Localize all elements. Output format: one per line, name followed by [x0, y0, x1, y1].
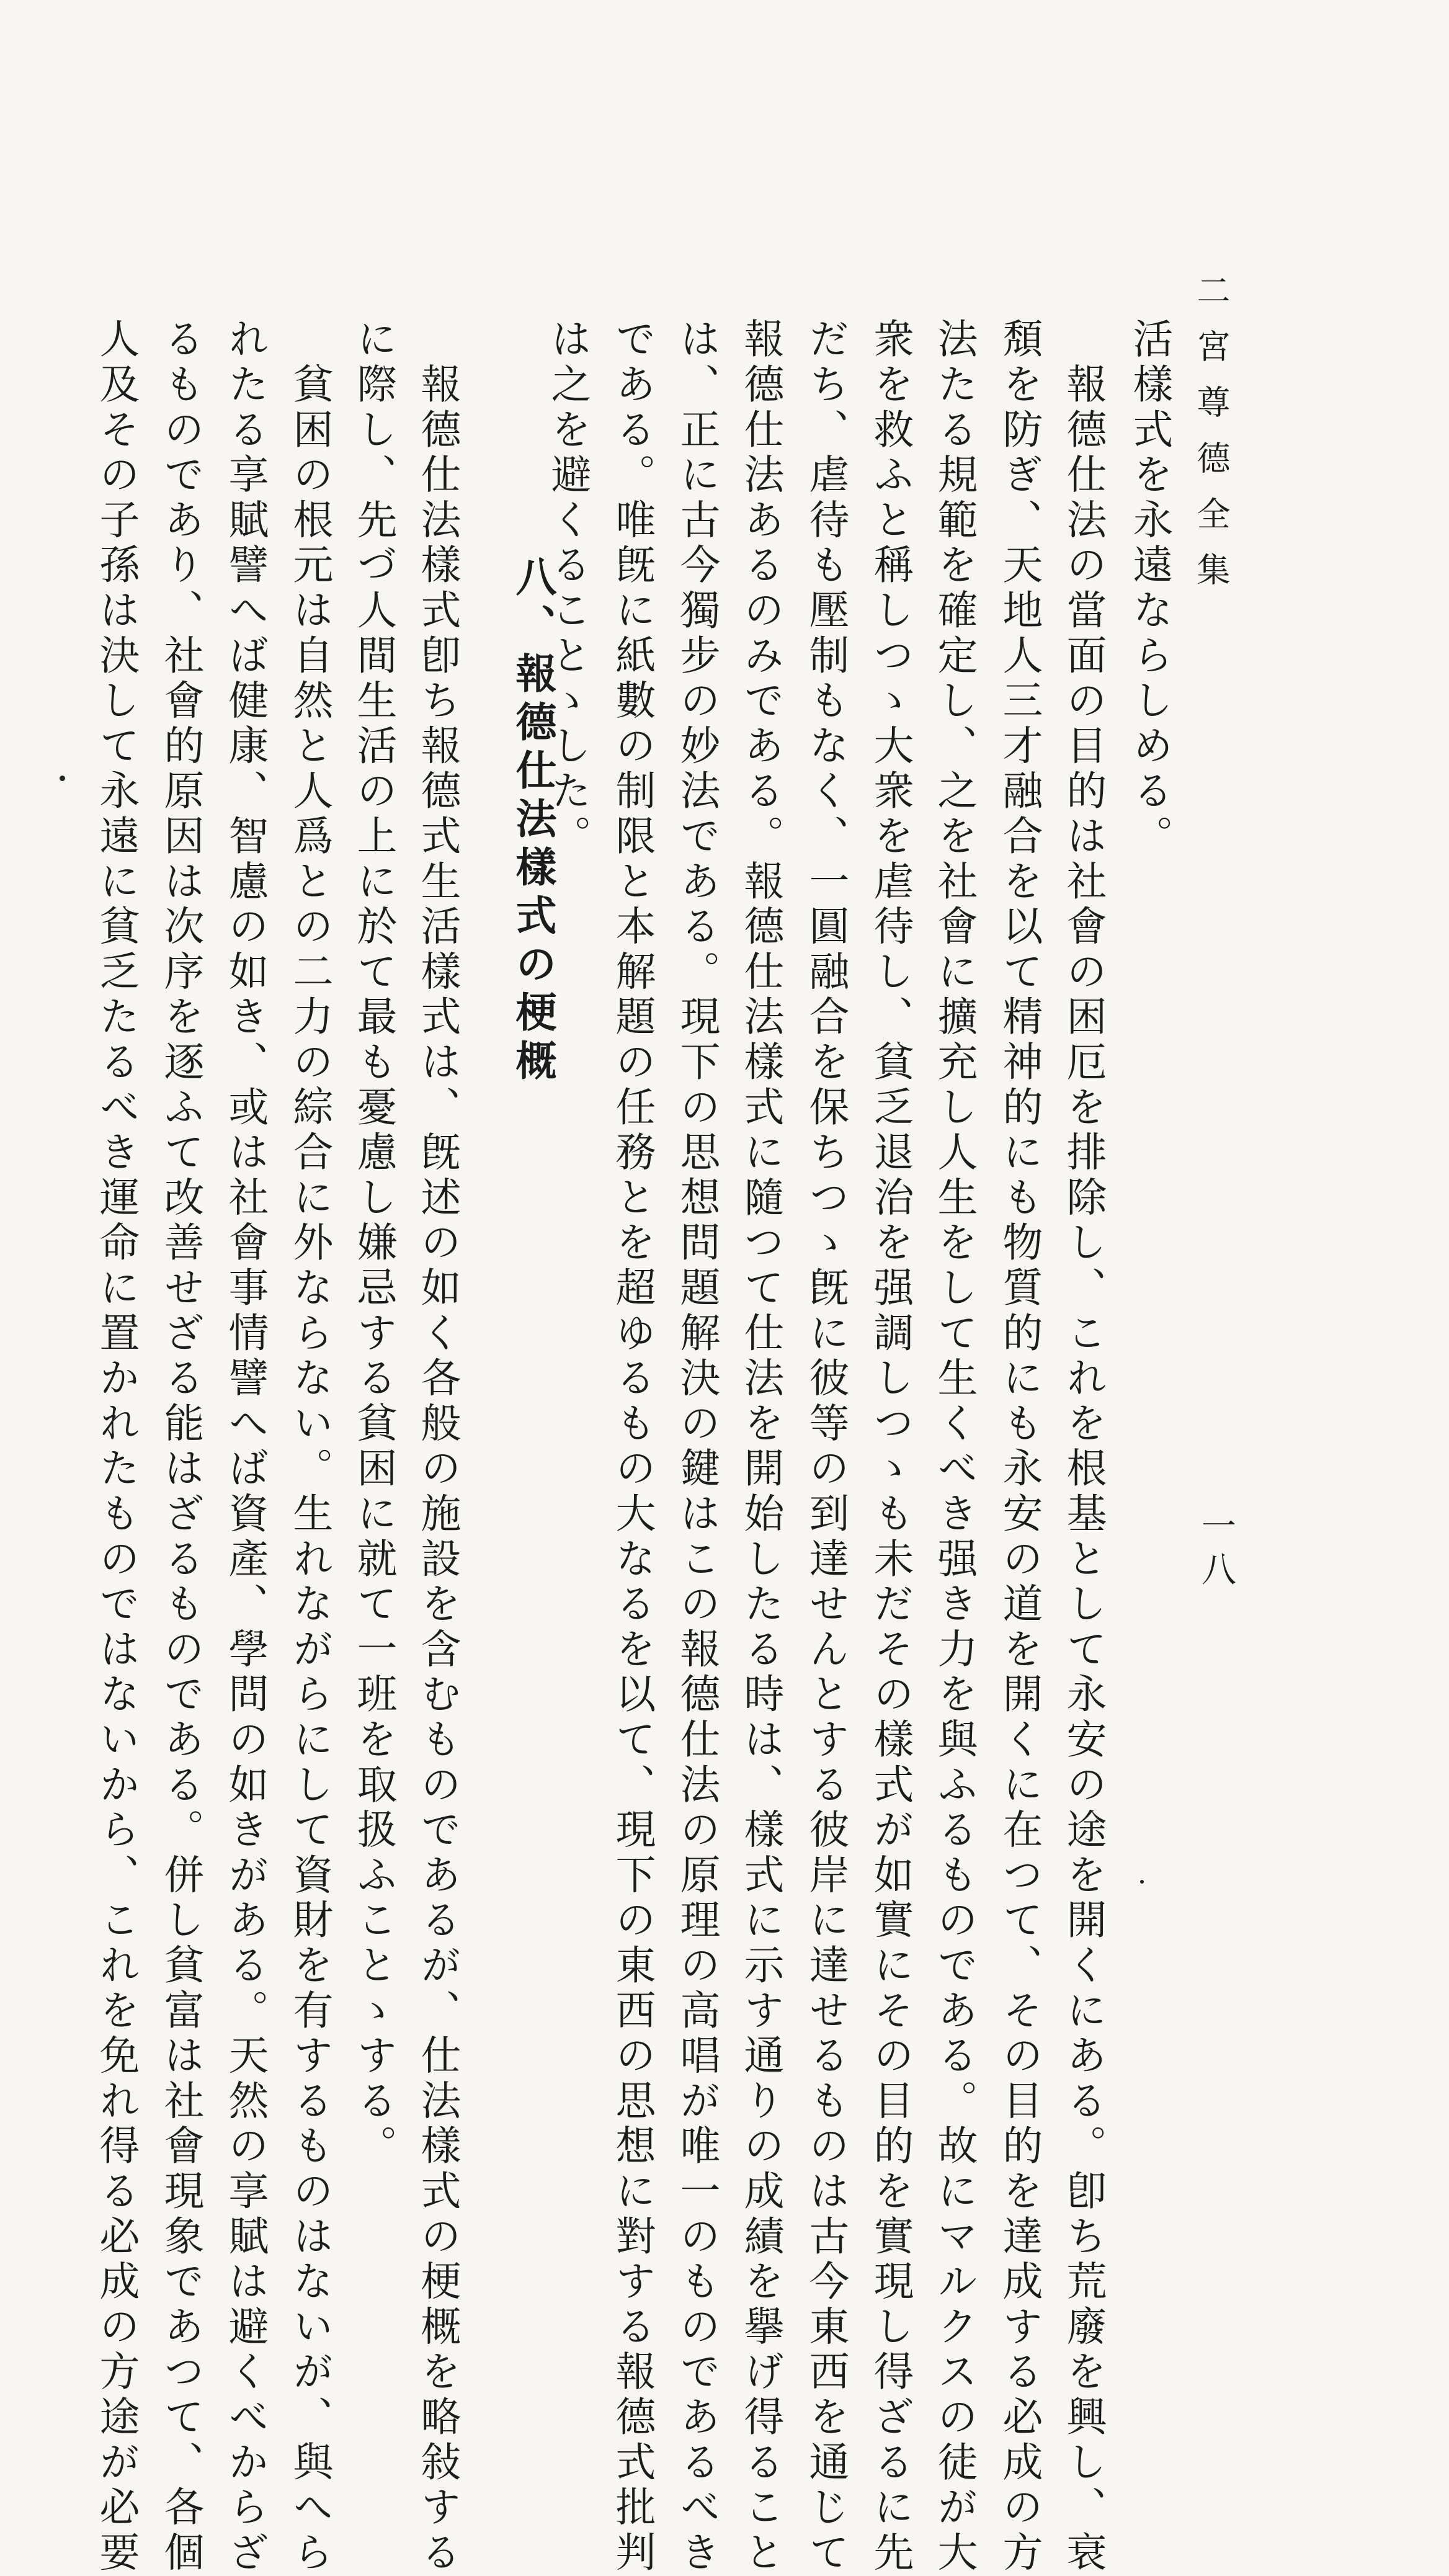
- text-column: である。唯旣に紙數の制限と本解題の任務とを超ゆるもの大なるを以て、現下の東西の思想に對する報德式批判: [609, 318, 655, 2576]
- text-column: に際し、先づ人間生活の上に於て最も憂慮し嫌忌する貧困に就て一班を取扱ふことゝする。: [350, 318, 396, 2170]
- text-column: 頽を防ぎ、天地人三才融合を以て精神的にも物質的にも永安の道を開くに在つて、その目的を達成する必成の方: [996, 318, 1042, 2576]
- text-column: 活樣式を永遠ならしめる。: [1126, 318, 1172, 860]
- running-title: 二宮尊德全集: [1192, 273, 1231, 608]
- text-column: だち、虐待も壓制もなく、一圓融合を保ちつゝ旣に彼等の到達せんとする彼岸に達せるものは古今東西を通じて: [802, 318, 849, 2576]
- scan-speck: [60, 776, 65, 781]
- text-column: 報德仕法あるのみである。報德仕法樣式に隨つて仕法を開始したる時は、樣式に示す通りの成績を擧げ得ること: [737, 318, 783, 2576]
- text-column: 報德仕法樣式卽ち報德式生活樣式は、旣述の如く各般の施設を含むものであるが、仕法樣式の梗概を略敍する: [414, 318, 460, 2576]
- text-column: は之を避くることゝした。: [544, 318, 591, 860]
- text-column: るものであり、社會的原因は次序を逐ふて改善せざる能はざるものである。併し貧富は社會現象であつて、各個: [157, 318, 203, 2576]
- text-column: 報德仕法の當面の目的は社會の困厄を排除し、これを根基として永安の途を開くにある。卽ち荒廢を興し、衰: [1059, 318, 1106, 2576]
- text-column: 貧困の根元は自然と人爲との二力の綜合に外ならない。生れながらにして資財を有するものはないが、與へら: [286, 318, 332, 2576]
- page-number: 一八: [1196, 1508, 1236, 1594]
- text-column: れたる享賦譬へば健康、智慮の如き、或は社會事情譬へば資產、學問の如きがある。天然の享賦は避くべからざ: [221, 318, 268, 2576]
- scan-speck: [1140, 1880, 1144, 1884]
- text-column: 衆を救ふと稱しつゝ大衆を虐待し、貧乏退治を强調しつゝも未だその樣式が如實にその目的を實現し得ざるに先: [867, 318, 913, 2576]
- text-column: 人及その子孫は決して永遠に貧乏たるべき運命に置かれたものではないから、これを免れ得る必成の方途が必要: [92, 318, 139, 2576]
- text-column: 法たる規範を確定し、之を社會に擴充し人生をして生くべき强き力を與ふるものである。故にマルクスの徒が大: [930, 318, 977, 2576]
- section-heading: 八、報德仕法樣式の梗概: [509, 555, 557, 1088]
- text-column: は、正に古今獨步の妙法である。現下の思想問題解決の鍵はこの報德仕法の原理の高唱が唯一のものであるべき: [673, 318, 720, 2576]
